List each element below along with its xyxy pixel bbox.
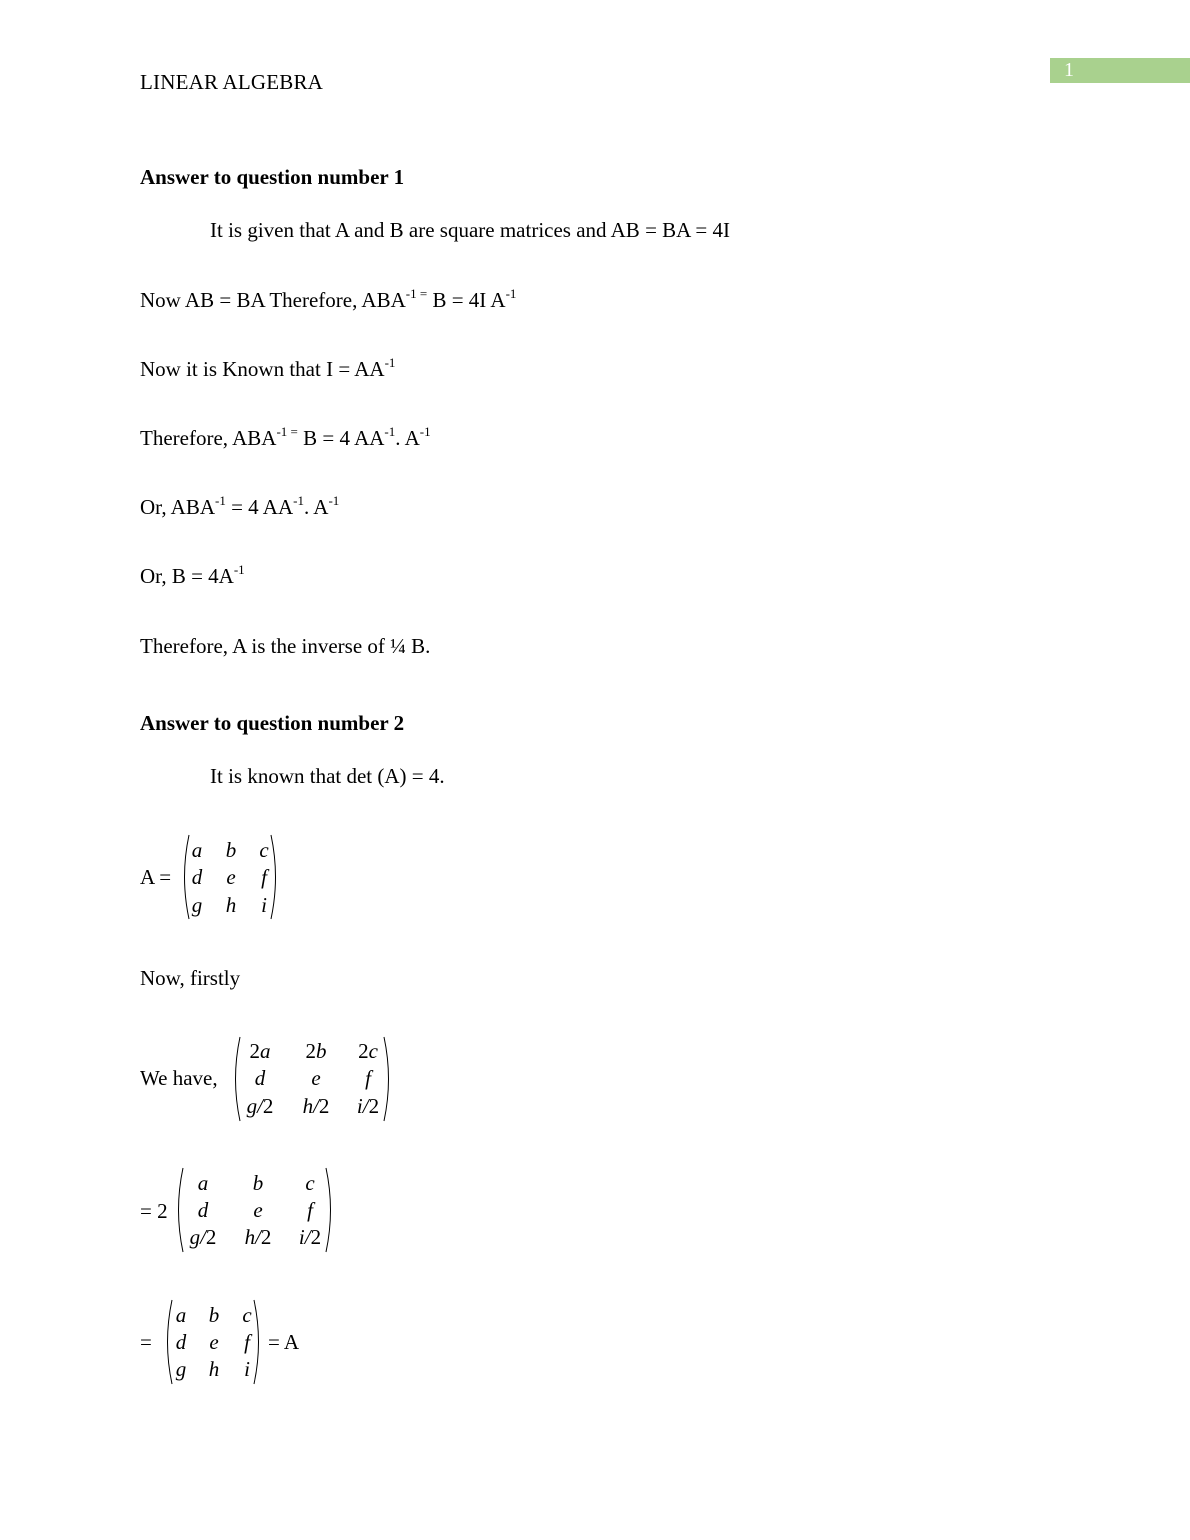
q2-firstly: Now, firstly	[140, 966, 241, 990]
matrix-cell: f	[244, 1330, 250, 1354]
matrix-cell: g	[191, 893, 203, 917]
q1-conclusion: Therefore, A is the inverse of ¼ B.	[140, 634, 431, 658]
matrix-cell: c	[259, 838, 269, 862]
matrix-cell: i	[261, 893, 267, 917]
matrix-cell: e	[253, 1198, 263, 1222]
matrix-cell: 2c	[358, 1039, 378, 1063]
step3-label: =	[140, 1330, 152, 1354]
running-header: LINEAR ALGEBRA	[140, 70, 324, 94]
q1-heading: Answer to question number 1	[140, 165, 405, 189]
q1-line2: Now it is Known that $I = AA^{-1}$	[140, 355, 396, 381]
matrix-cell: i/2	[356, 1094, 380, 1118]
matrix-cell: e	[226, 865, 236, 889]
step3-suffix: = A	[268, 1330, 300, 1354]
q1-line1: Now AB = BA Therefore, $ABA^{-1 =}$ B = 4I $A^{-1}$	[140, 286, 517, 312]
page-number-badge: 1	[1050, 58, 1190, 83]
matrix-cell: d	[175, 1330, 187, 1354]
q1-line4: Or, $ABA^{-1} = 4$ $AA^{-1}$. $A^{-1}$	[140, 493, 340, 519]
matrix-cell: d	[254, 1066, 266, 1090]
matrix-cell: h/2	[302, 1094, 330, 1118]
we-have-label: We have,	[140, 1066, 218, 1090]
matrix-cell: a	[191, 838, 203, 862]
matrix-cell: g/2	[246, 1094, 274, 1118]
matrix-cell: c	[242, 1303, 252, 1327]
matrix-cell: f	[261, 865, 267, 889]
matrix-cell: h/2	[244, 1225, 272, 1249]
matrix-cell: h	[225, 893, 237, 917]
matrix-cell: g	[175, 1357, 187, 1381]
matrix-cell: f	[365, 1066, 371, 1090]
matrix-cell: f	[307, 1198, 313, 1222]
q1-given: It is given that A and B are square matrices and AB = BA = 4I	[210, 218, 731, 242]
matrix-cell: 2a	[249, 1039, 271, 1063]
matrix-cell: e	[209, 1330, 219, 1354]
step2-label: = 2	[140, 1199, 168, 1223]
matrix-cell: g/2	[189, 1225, 217, 1249]
matrix-cell: e	[311, 1066, 321, 1090]
matrix-cell: 2b	[305, 1039, 327, 1063]
matrix-cell: d	[191, 865, 203, 889]
matrix-cell: b	[252, 1171, 264, 1195]
matrix-cell: a	[175, 1303, 187, 1327]
matrix-cell: c	[305, 1171, 315, 1195]
matrix-cell: b	[208, 1303, 220, 1327]
matrix-cell: a	[197, 1171, 209, 1195]
matrix-cell: d	[197, 1198, 209, 1222]
matrix-cell: b	[225, 838, 237, 862]
q2-given: It is known that det (A) = 4.	[210, 764, 445, 788]
matrix-cell: i	[244, 1357, 250, 1381]
matrix-cell: i/2	[298, 1225, 322, 1249]
matrix-cell: h	[208, 1357, 220, 1381]
matrix-a-label: A =	[140, 865, 172, 889]
q1-line5: Or, $B = 4A^{-1}$	[140, 562, 245, 588]
q1-line3: Therefore, $ABA^{-1 =}$ B = 4 $AA^{-1}$. $A^{-1}$	[140, 424, 431, 450]
q2-heading: Answer to question number 2	[140, 711, 405, 735]
